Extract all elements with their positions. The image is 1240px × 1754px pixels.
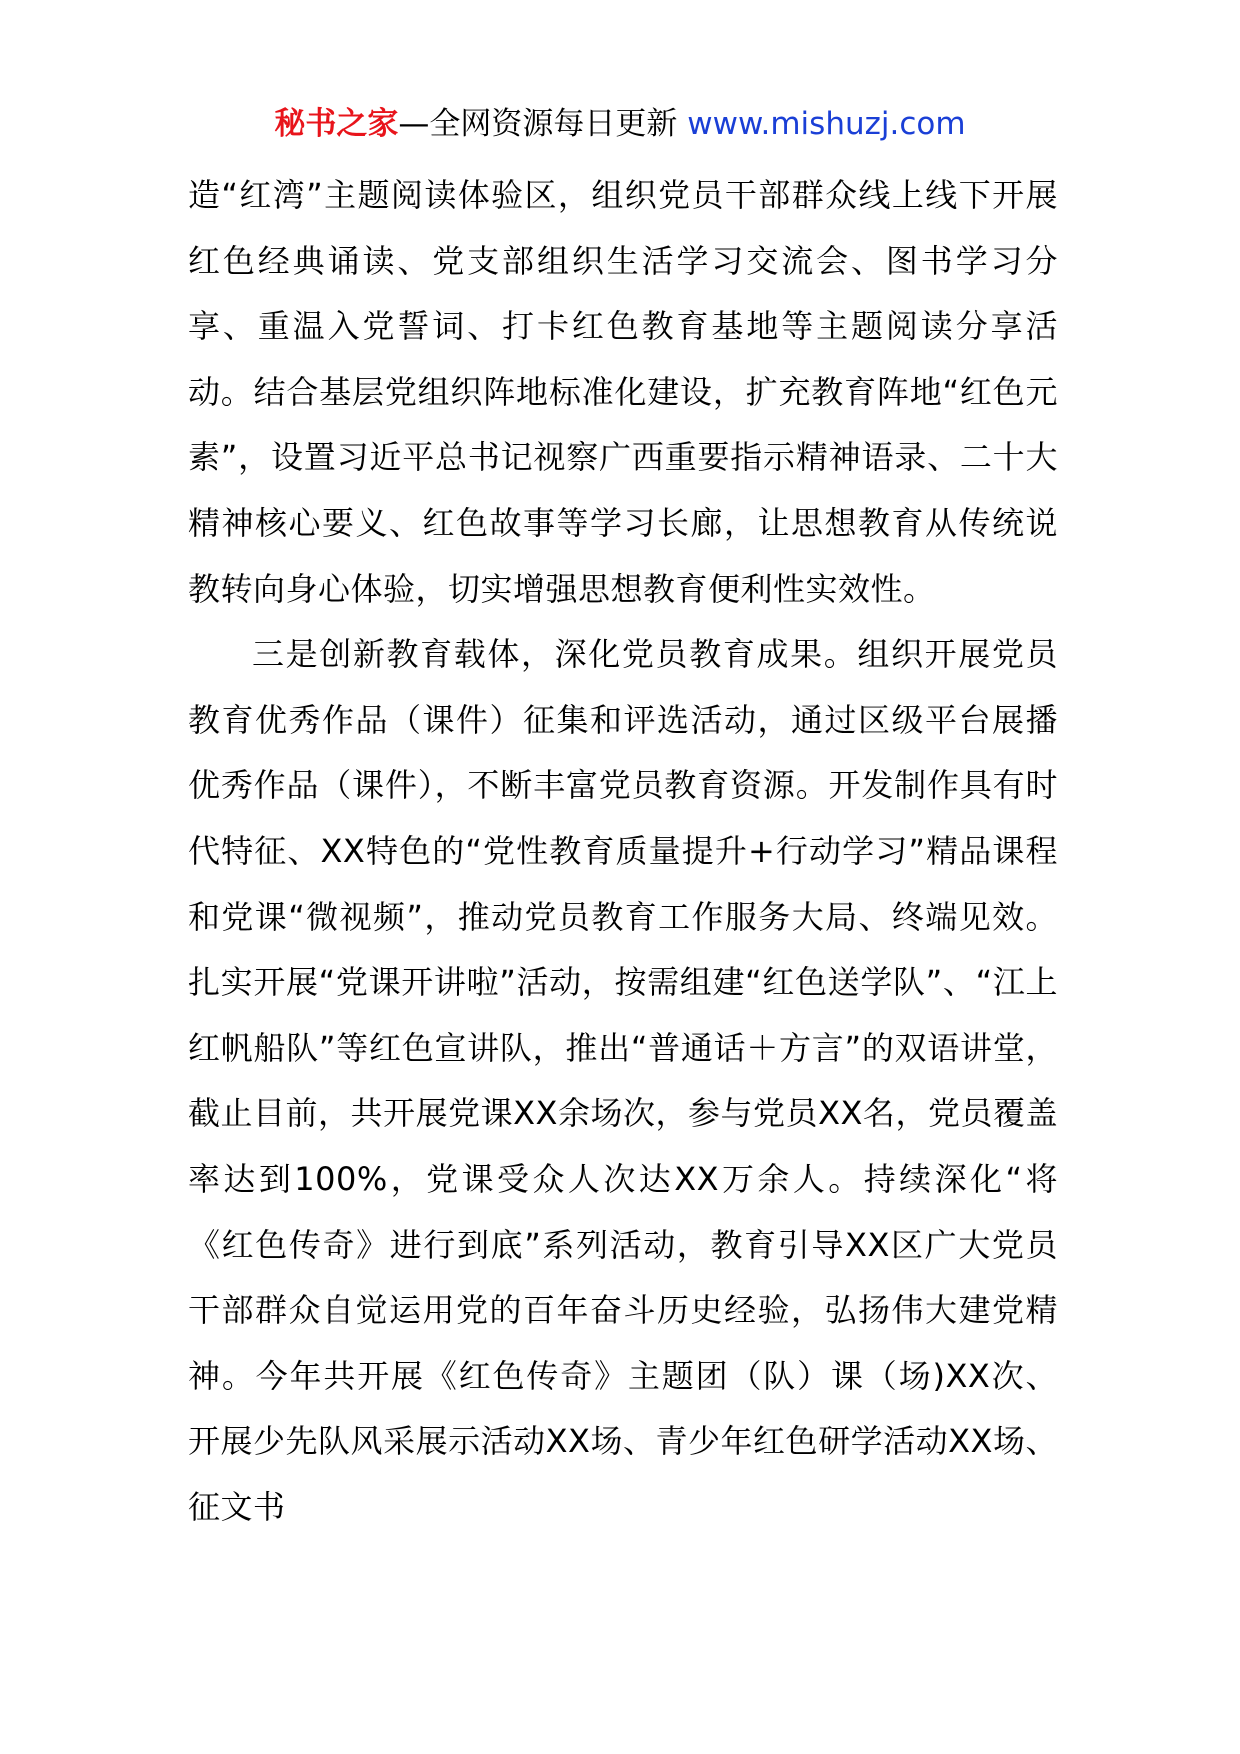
header-brand: 秘书之家 <box>274 106 399 142</box>
header-tagline: —全网资源每日更新 <box>398 106 688 142</box>
paragraph-continued: 造“红湾”主题阅读体验区，组织党员干部群众线上线下开展红色经典诵读、党支部组织生活学习交流会、图书学习分享、重温入党誓词、打卡红色教育基地等主题阅读分享活动。结合基层党组织阵地标准化建设，扩充教育阵地“红色元素”，设置习近平总书记视察广西重要指示精神语录、二十大精神核心要义、红色故事等学习长廊，让思想教育从传统说教转向身心体验，切实增强思想教育便利性实效性。 <box>188 176 1058 608</box>
header-site-link[interactable]: www.mishuzj.com <box>687 106 966 142</box>
document-body <box>188 163 1058 1540</box>
paragraph-innovate-education: 三是创新教育载体，深化党员教育成果。组织开展党员教育优秀作品（课件）征集和评选活动，通过区级平台展播优秀作品（课件），不断丰富党员教育资源。开发制作具有时代特征、XX特色的“党性教育质量提升+行动学习”精品课程和党课“微视频”，推动党员教育工作服务大局、终端见效。扎实开展“党课开讲啦”活动，按需组建“红色送学队”、“江上红帆船队”等红色宣讲队，推出“普通话＋方言”的双语讲堂，截止目前，共开展党课XX余场次，参与党员XX名，党员覆盖率达到100%，党课受众人次达XX万余人。持续深化“将《红色传奇》进行到底”系列活动，教育引导XX区广大党员干部群众自觉运用党的百年奋斗历史经验，弘扬伟大建党精神。今年共开展《红色传奇》主题团（队）课（场)XX次、开展少先队风采展示活动XX场、青少年红色研学活动XX场、征文书 <box>188 635 1058 1526</box>
page-header <box>0 102 1240 146</box>
